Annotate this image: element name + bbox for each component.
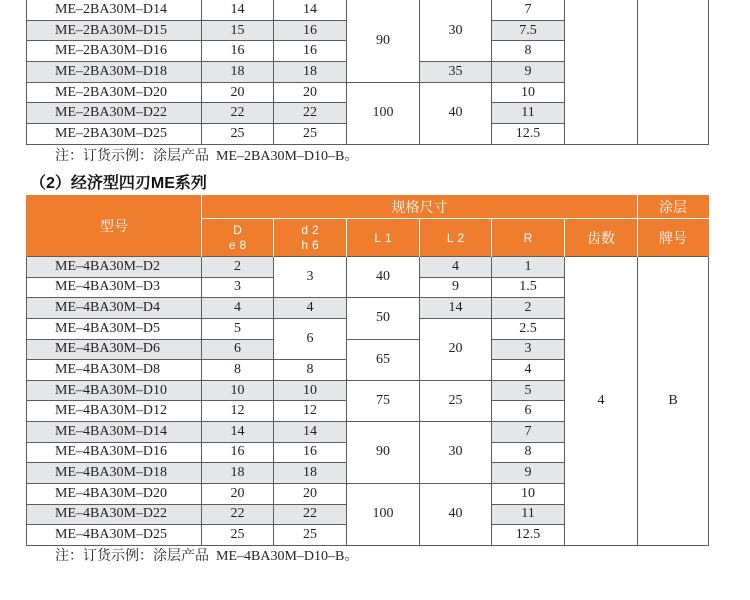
- r-cell: 1: [492, 257, 565, 278]
- r-cell: 1.5: [492, 277, 565, 298]
- d2-cell: 14: [274, 0, 347, 20]
- header-l2: L2: [420, 219, 492, 257]
- header-grade: 牌号: [638, 219, 709, 257]
- d-cell: 16: [202, 41, 274, 62]
- r-cell: 2: [492, 298, 565, 319]
- l2-cell: 4: [420, 257, 492, 278]
- model-cell: ME–4BA30M–D16: [27, 442, 202, 463]
- l2-cell: 30: [420, 422, 492, 484]
- header-l1: L1: [347, 219, 420, 257]
- model-cell: ME–4BA30M–D10: [27, 380, 202, 401]
- r-cell: 11: [492, 504, 565, 525]
- d-cell: 22: [202, 103, 274, 124]
- table-row: [27, 0, 709, 20]
- model-cell: ME–2BA30M–D18: [27, 62, 202, 83]
- order-example-note: 注：订货示例：涂层产品 ME–2BA30M–D10–B。: [55, 149, 359, 164]
- r-cell: 11: [492, 103, 565, 124]
- l1-cell: 90: [347, 0, 420, 82]
- d2-cell: 6: [274, 318, 347, 359]
- model-cell: ME–2BA30M–D25: [27, 124, 202, 145]
- model-cell: ME–4BA30M–D12: [27, 401, 202, 422]
- r-cell: 10: [492, 483, 565, 504]
- header-d2: [274, 219, 347, 257]
- d-cell: 4: [202, 298, 274, 319]
- l1-cell: 40: [347, 257, 420, 298]
- grade-cell: [638, 0, 709, 144]
- d2-cell: 16: [274, 20, 347, 41]
- d-cell: 10: [202, 380, 274, 401]
- model-cell: ME–2BA30M–D15: [27, 20, 202, 41]
- header-d-tolerance: e8: [228, 237, 251, 252]
- d2-cell: 12: [274, 401, 347, 422]
- d-cell: 2: [202, 257, 274, 278]
- grade-cell: B: [638, 257, 709, 546]
- d-cell: 5: [202, 318, 274, 339]
- l1-cell: 75: [347, 380, 420, 421]
- l2-cell: 30: [420, 0, 492, 62]
- header-coating: 涂层: [638, 196, 709, 219]
- d2-cell: 16: [274, 41, 347, 62]
- r-cell: 6: [492, 401, 565, 422]
- r-cell: 7: [492, 422, 565, 443]
- r-cell: 3: [492, 339, 565, 360]
- r-cell: 10: [492, 82, 565, 103]
- d2-cell: 14: [274, 422, 347, 443]
- d-cell: 6: [202, 339, 274, 360]
- model-cell: ME–2BA30M–D14: [27, 0, 202, 20]
- l2-cell: 20: [420, 318, 492, 380]
- d2-cell: 3: [274, 257, 347, 298]
- model-cell: ME–4BA30M–D8: [27, 360, 202, 381]
- r-cell: 12.5: [492, 124, 565, 145]
- section-title: （2）经济型四刃ME系列: [30, 175, 207, 192]
- d-cell: 15: [202, 20, 274, 41]
- l2-cell: 35: [420, 62, 492, 83]
- r-cell: 12.5: [492, 525, 565, 546]
- l1-cell: 100: [347, 483, 420, 545]
- l2-cell: 14: [420, 298, 492, 319]
- header-d2-label: d2: [301, 222, 323, 237]
- d2-cell: 8: [274, 360, 347, 381]
- d2-cell: 20: [274, 483, 347, 504]
- d2-cell: 25: [274, 525, 347, 546]
- r-cell: 8: [492, 41, 565, 62]
- model-cell: ME–2BA30M–D22: [27, 103, 202, 124]
- model-cell: ME–4BA30M–D6: [27, 339, 202, 360]
- header-r: R: [492, 219, 565, 257]
- r-cell: 2.5: [492, 318, 565, 339]
- l1-cell: 50: [347, 298, 420, 339]
- model-cell: ME–4BA30M–D3: [27, 277, 202, 298]
- r-cell: 5: [492, 380, 565, 401]
- r-cell: 7.5: [492, 20, 565, 41]
- d-cell: 12: [202, 401, 274, 422]
- d2-cell: 18: [274, 463, 347, 484]
- d2-cell: 10: [274, 380, 347, 401]
- teeth-cell: [565, 0, 638, 144]
- d-cell: 22: [202, 504, 274, 525]
- r-cell: 8: [492, 442, 565, 463]
- d-cell: 18: [202, 62, 274, 83]
- r-cell: 9: [492, 463, 565, 484]
- d-cell: 25: [202, 525, 274, 546]
- teeth-cell: 4: [565, 257, 638, 546]
- d-cell: 20: [202, 82, 274, 103]
- r-cell: 4: [492, 360, 565, 381]
- d-cell: 14: [202, 422, 274, 443]
- header-model: 型号: [27, 196, 202, 257]
- l1-cell: 90: [347, 422, 420, 484]
- d2-cell: 20: [274, 82, 347, 103]
- d-cell: 16: [202, 442, 274, 463]
- r-cell: 9: [492, 62, 565, 83]
- model-cell: ME–4BA30M–D22: [27, 504, 202, 525]
- d-cell: 14: [202, 0, 274, 20]
- header-d2-tolerance: h6: [301, 237, 323, 252]
- l1-cell: 65: [347, 339, 420, 380]
- d-cell: 3: [202, 277, 274, 298]
- d2-cell: 4: [274, 298, 347, 319]
- table-row: [27, 257, 709, 278]
- l1-cell: 100: [347, 82, 420, 144]
- d2-cell: 25: [274, 124, 347, 145]
- model-cell: ME–4BA30M–D18: [27, 463, 202, 484]
- d-cell: 18: [202, 463, 274, 484]
- model-cell: ME–4BA30M–D14: [27, 422, 202, 443]
- model-cell: ME–2BA30M–D16: [27, 41, 202, 62]
- d-cell: 20: [202, 483, 274, 504]
- header-spec: 规格尺寸: [202, 196, 638, 219]
- header-d-label: D: [233, 222, 246, 237]
- four-flute-spec-table: [26, 195, 709, 546]
- l2-cell: 40: [420, 483, 492, 545]
- two-flute-spec-table: [26, 0, 709, 145]
- model-cell: ME–2BA30M–D20: [27, 82, 202, 103]
- l2-cell: 40: [420, 82, 492, 144]
- l2-cell: 9: [420, 277, 492, 298]
- d2-cell: 16: [274, 442, 347, 463]
- d-cell: 25: [202, 124, 274, 145]
- header-row: [27, 196, 709, 219]
- header-d: [202, 219, 274, 257]
- model-cell: ME–4BA30M–D2: [27, 257, 202, 278]
- model-cell: ME–4BA30M–D20: [27, 483, 202, 504]
- d2-cell: 22: [274, 103, 347, 124]
- d-cell: 8: [202, 360, 274, 381]
- r-cell: 7: [492, 0, 565, 20]
- model-cell: ME–4BA30M–D25: [27, 525, 202, 546]
- header-teeth: 齿数: [565, 219, 638, 257]
- order-example-note: 注：订货示例：涂层产品 ME–4BA30M–D10–B。: [55, 549, 359, 564]
- d2-cell: 18: [274, 62, 347, 83]
- model-cell: ME–4BA30M–D5: [27, 318, 202, 339]
- l2-cell: 25: [420, 380, 492, 421]
- d2-cell: 22: [274, 504, 347, 525]
- model-cell: ME–4BA30M–D4: [27, 298, 202, 319]
